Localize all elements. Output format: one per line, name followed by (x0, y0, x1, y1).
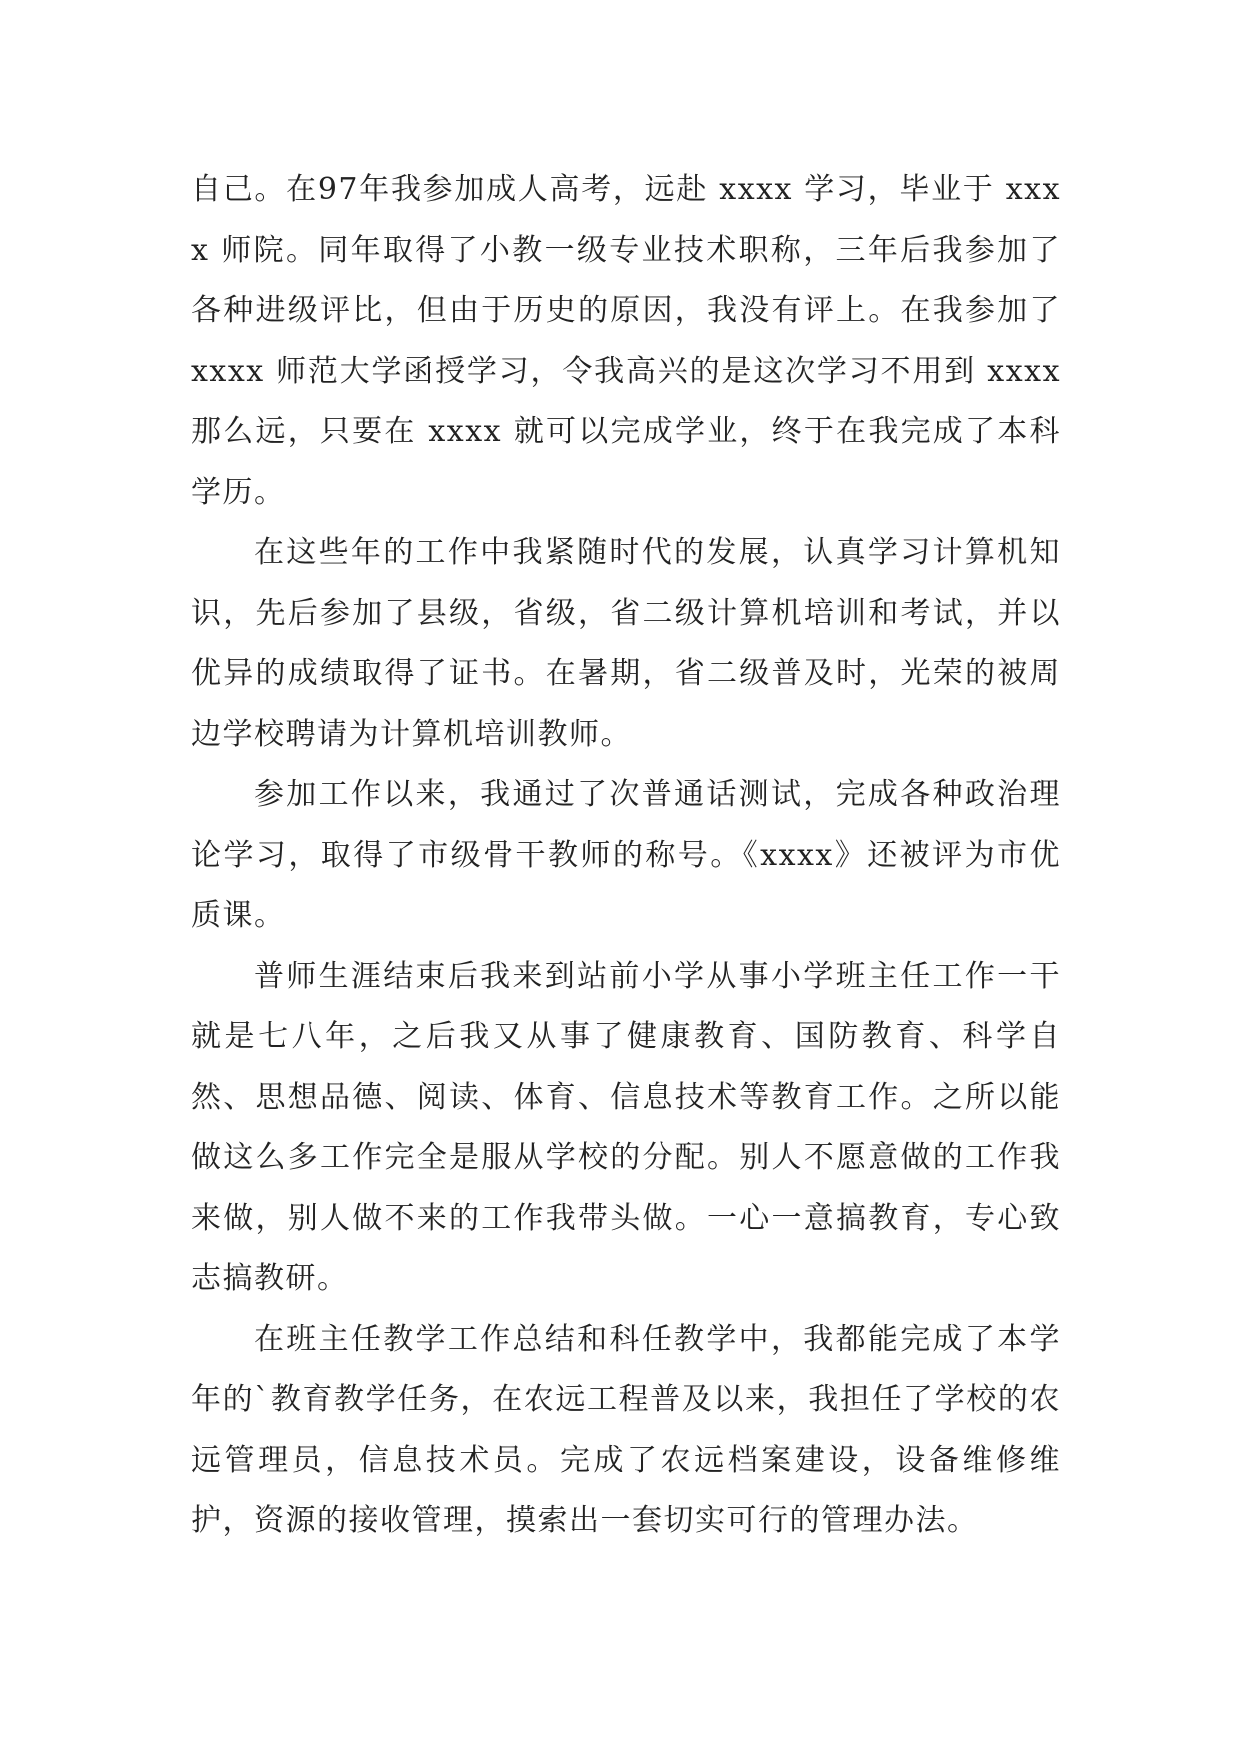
paragraph-3: 参加工作以来，我通过了次普通话测试，完成各种政治理论学习，取得了市级骨干教师的称号。《xxxx》还被评为市优质课。 (191, 777, 1061, 933)
paragraph-4: 普师生涯结束后我来到站前小学从事小学班主任工作一干就是七八年，之后我又从事了健康教育、国防教育、科学自然、思想品德、阅读、体育、信息技术等教育工作。之所以能做这么多工作完全是服从学校的分配。别人不愿意做的工作我来做，别人做不来的工作我带头做。一心一意搞教育，专心致志搞教研。 (191, 958, 1061, 1296)
document-body (191, 160, 1061, 1552)
paragraph-5: 在班主任教学工作总结和科任教学中，我都能完成了本学年的`教育教学任务，在农远工程普及以来，我担任了学校的农远管理员，信息技术员。完成了农远档案建设，设备维修维护，资源的接收管理，摸索出一套切实可行的管理办法。 (191, 1321, 1061, 1538)
paragraph-2: 在这些年的工作中我紧随时代的发展，认真学习计算机知识，先后参加了县级，省级，省二级计算机培训和考试，并以优异的成绩取得了证书。在暑期，省二级普及时，光荣的被周边学校聘请为计算机培训教师。 (191, 535, 1061, 752)
paragraph-1: 自己。在97年我参加成人高考，远赴 xxxx 学习，毕业于 xxxx 师院。同年取得了小教一级专业技术职称，三年后我参加了各种进级评比，但由于历史的原因，我没有评上。在我参加了 xxxx 师范大学函授学习，令我高兴的是这次学习不用到 xxxx 那么远，只要在 xxxx 就可以完成学业，终于在我完成了本科学历。 (191, 172, 1061, 510)
